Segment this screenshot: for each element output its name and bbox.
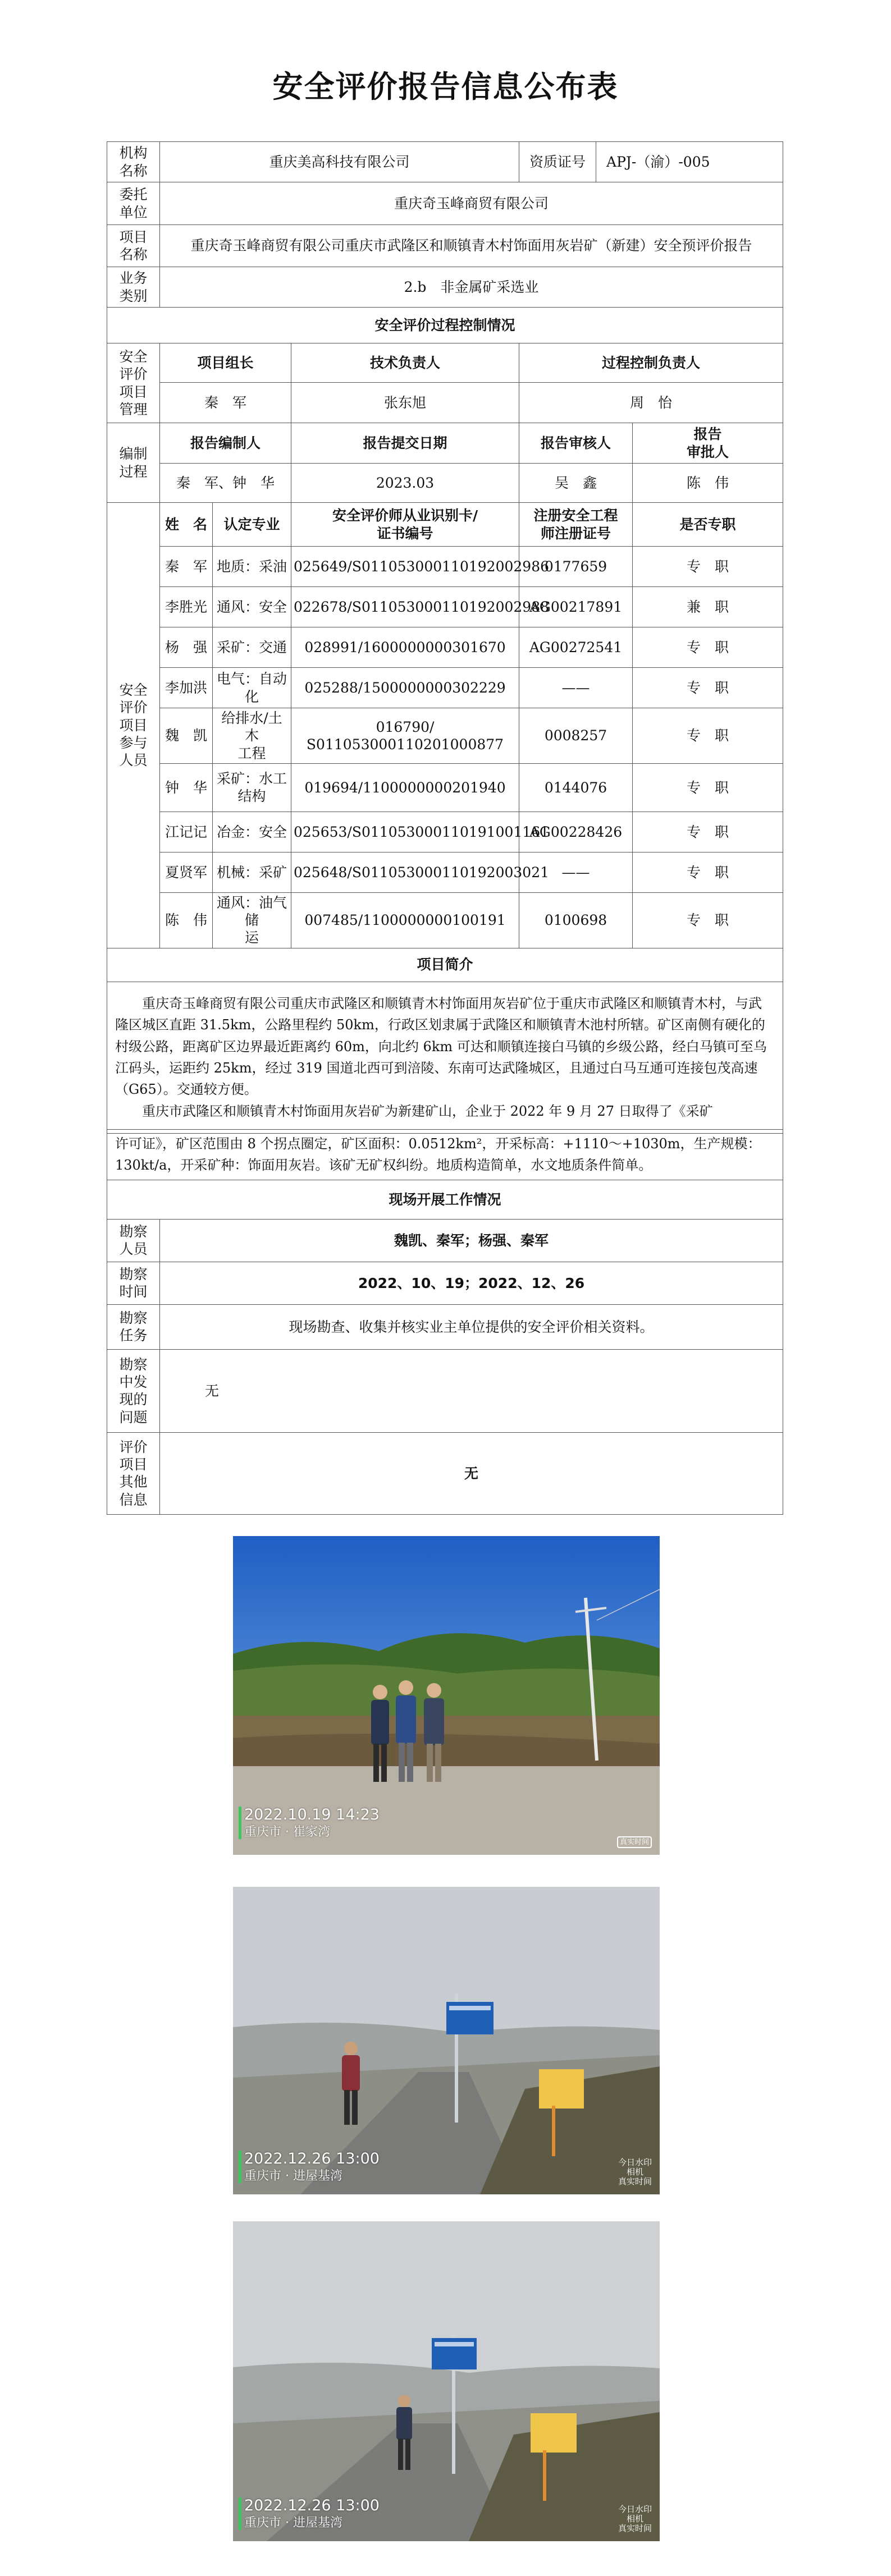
photo-datetime: 2022.10.19 14:23 xyxy=(244,1806,380,1823)
participant-name: 夏贤军 xyxy=(160,852,213,892)
intro-paragraph: 许可证》，矿区范围由 8 个拐点圈定，矿区面积：0.0512km²，开采标高：+1110～+1030m，生产规模：130kt/a，开采矿种：饰面用灰岩。该矿无矿权纠纷。地质构造简单，水文地质条件简单。 xyxy=(115,1136,761,1174)
participant-name: 魏 凯 xyxy=(160,708,213,764)
header-fulltime: 是否专职 xyxy=(633,503,783,547)
info-table-part2 xyxy=(107,1129,783,1515)
participant-card: 007485/1100000000100191 xyxy=(291,892,519,948)
participant-fulltime: 专 职 xyxy=(633,852,783,892)
site-section-title: 现场开展工作情况 xyxy=(107,1180,783,1219)
photo-scene xyxy=(233,2221,660,2541)
header-tech-lead: 技术负责人 xyxy=(291,343,519,383)
site-photo-2 xyxy=(233,1887,660,2194)
participant-fulltime: 专 职 xyxy=(633,627,783,668)
participant-reg: —— xyxy=(519,668,633,708)
timestamp-bar xyxy=(239,2497,241,2530)
participants-label: 安全 评价 项目 参与 人员 xyxy=(107,503,160,948)
project-label: 项目 名称 xyxy=(107,225,160,267)
survey-staff: 魏凯、秦军；杨强、秦军 xyxy=(160,1219,783,1262)
issue-label: 勘察 中发 现的 问题 xyxy=(107,1349,160,1432)
table-row xyxy=(107,668,783,708)
photo-timestamp xyxy=(244,1805,380,1840)
table-row xyxy=(107,547,783,587)
table-row xyxy=(107,852,783,892)
camera-watermark: 今日水印 相机 真实时间 xyxy=(618,2504,652,2533)
tech-lead: 张东旭 xyxy=(291,383,519,423)
info-table-part1 xyxy=(107,141,783,1134)
header-name: 姓 名 xyxy=(160,503,213,547)
reviewer: 吴 鑫 xyxy=(519,464,633,503)
survey-time: 2022、10、19；2022、12、26 xyxy=(160,1262,783,1304)
participant-fulltime: 专 职 xyxy=(633,708,783,764)
camera-watermark: 真实时间 xyxy=(617,1836,652,1848)
participant-name: 杨 强 xyxy=(160,627,213,668)
participant-card: 022678/S011053000110192002988 xyxy=(291,587,519,627)
photo-timestamp xyxy=(244,2149,380,2184)
header-preparer: 报告编制人 xyxy=(160,423,291,464)
task-label: 勘察 任务 xyxy=(107,1304,160,1349)
participant-major: 地质：采油 xyxy=(213,547,291,587)
process-section-title: 安全评价过程控制情况 xyxy=(107,308,783,343)
participant-card: 025288/1500000000302229 xyxy=(291,668,519,708)
submit-date: 2023.03 xyxy=(291,464,519,503)
prep-label: 编制 过程 xyxy=(107,423,160,503)
participant-reg: 0100698 xyxy=(519,892,633,948)
other-info-label: 评价 项目 其他 信息 xyxy=(107,1432,160,1514)
participant-name: 钟 华 xyxy=(160,763,213,812)
participant-name: 江记记 xyxy=(160,812,213,852)
other-info: 无 xyxy=(160,1432,783,1514)
photo-datetime: 2022.12.26 13:00 xyxy=(244,2150,380,2167)
client-name: 重庆奇玉峰商贸有限公司 xyxy=(160,182,783,225)
header-reviewer: 报告审核人 xyxy=(519,423,633,464)
header-submit-date: 报告提交日期 xyxy=(291,423,519,464)
time-label: 勘察 时间 xyxy=(107,1262,160,1304)
business-type: 2.b 非金属矿采选业 xyxy=(160,267,783,308)
photo-datetime: 2022.12.26 13:00 xyxy=(244,2497,380,2514)
intro-paragraph: 重庆奇玉峰商贸有限公司重庆市武隆区和顺镇青木村饰面用灰岩矿位于重庆市武隆区和顺镇青木村，与武隆区城区直距 31.5km，公路里程约 50km，行政区划隶属于武隆区和顺镇青木池村所辖。矿区南侧有硬化的村级公路，距离矿区边界最近距离约 60m，向北约 6km 可达和顺镇连接白马镇的乡级公路，经白马镇可至乌江码头，运距约 25km，经过 319 国道北西可到涪陵、东南可达武隆城区，且通过白马互通可连接包茂高速（G65）。交通较方便。 xyxy=(115,995,767,1098)
participant-card: 025649/S011053000110192002986 xyxy=(291,547,519,587)
table-row xyxy=(107,763,783,812)
team-leader: 秦 军 xyxy=(160,383,291,423)
participant-name: 陈 伟 xyxy=(160,892,213,948)
table-row xyxy=(107,812,783,852)
participant-reg: 0008257 xyxy=(519,708,633,764)
project-intro-continued xyxy=(107,1130,783,1180)
project-intro xyxy=(107,982,783,1133)
participant-fulltime: 专 职 xyxy=(633,668,783,708)
camera-watermark: 今日水印 相机 真实时间 xyxy=(618,2157,652,2187)
process-lead: 周 怡 xyxy=(519,383,783,423)
participant-reg: —— xyxy=(519,852,633,892)
participant-major: 采矿：水工 结构 xyxy=(213,763,291,812)
survey-task: 现场勘查、收集并核实业主单位提供的安全评价相关资料。 xyxy=(160,1304,783,1349)
participant-major: 采矿：交通 xyxy=(213,627,291,668)
header-team-leader: 项目组长 xyxy=(160,343,291,383)
org-label: 机构 名称 xyxy=(107,142,160,182)
participant-fulltime: 专 职 xyxy=(633,763,783,812)
participant-major: 通风：安全 xyxy=(213,587,291,627)
client-label: 委托 单位 xyxy=(107,182,160,225)
survey-issue: 无 xyxy=(160,1349,783,1432)
participant-reg: AG00272541 xyxy=(519,627,633,668)
participant-fulltime: 专 职 xyxy=(633,892,783,948)
participant-reg: AG00217891 xyxy=(519,587,633,627)
site-photo-1 xyxy=(233,1536,660,1855)
org-name: 重庆美高科技有限公司 xyxy=(160,142,519,182)
participant-name: 李胜光 xyxy=(160,587,213,627)
photo-location: 重庆市 · 进屋基湾 xyxy=(244,2169,342,2183)
participant-card: 019694/1100000000201940 xyxy=(291,763,519,812)
participant-fulltime: 专 职 xyxy=(633,812,783,852)
page-title: 安全评价报告信息公布表 xyxy=(272,69,619,104)
header-card: 安全评价师从业识别卡/ 证书编号 xyxy=(291,503,519,547)
participant-major: 给排水/土木 工程 xyxy=(213,708,291,764)
photo-timestamp xyxy=(244,2496,380,2531)
table-row xyxy=(107,892,783,948)
participant-name: 秦 军 xyxy=(160,547,213,587)
staff-label: 勘察 人员 xyxy=(107,1219,160,1262)
timestamp-bar xyxy=(239,2151,241,2183)
table-row xyxy=(107,587,783,627)
photo-location: 重庆市 · 崔家湾 xyxy=(244,1825,330,1839)
table-row xyxy=(107,627,783,668)
participant-reg: 0177659 xyxy=(519,547,633,587)
photo-scene xyxy=(233,1887,660,2194)
header-approver: 报告 审批人 xyxy=(633,423,783,464)
table-row xyxy=(107,708,783,764)
participant-major: 通风：油气储 运 xyxy=(213,892,291,948)
header-reg: 注册安全工程 师注册证号 xyxy=(519,503,633,547)
participant-major: 电气：自动化 xyxy=(213,668,291,708)
intro-paragraph: 重庆市武隆区和顺镇青木村饰面用灰岩矿为新建矿山，企业于 2022 年 9 月 27 日取得了《采矿 xyxy=(142,1103,713,1119)
photo-location: 重庆市 · 进屋基湾 xyxy=(244,2516,342,2530)
participant-reg: AG00228426 xyxy=(519,812,633,852)
preparer: 秦 军、钟 华 xyxy=(160,464,291,503)
business-label: 业务 类别 xyxy=(107,267,160,308)
participant-card: 025648/S011053000110192003021 xyxy=(291,852,519,892)
header-process-lead: 过程控制负责人 xyxy=(519,343,783,383)
intro-section-title: 项目简介 xyxy=(107,948,783,982)
participant-fulltime: 兼 职 xyxy=(633,587,783,627)
participant-name: 李加洪 xyxy=(160,668,213,708)
participant-major: 冶金：安全 xyxy=(213,812,291,852)
cert-label: 资质证号 xyxy=(519,142,596,182)
approver: 陈 伟 xyxy=(633,464,783,503)
participant-card: 016790/ S011053000110201000877 xyxy=(291,708,519,764)
timestamp-bar xyxy=(239,1807,241,1839)
cert-no: APJ-（渝）-005 xyxy=(596,142,783,182)
site-photo-3 xyxy=(233,2221,660,2541)
mgmt-label: 安全 评价 项目 管理 xyxy=(107,343,160,423)
participant-reg: 0144076 xyxy=(519,763,633,812)
participant-card: 028991/1600000000301670 xyxy=(291,627,519,668)
participant-fulltime: 专 职 xyxy=(633,547,783,587)
header-major: 认定专业 xyxy=(213,503,291,547)
project-name: 重庆奇玉峰商贸有限公司重庆市武隆区和顺镇青木村饰面用灰岩矿（新建）安全预评价报告 xyxy=(160,225,783,267)
participant-major: 机械：采矿 xyxy=(213,852,291,892)
participant-card: 025653/S011053000110191001161 xyxy=(291,812,519,852)
